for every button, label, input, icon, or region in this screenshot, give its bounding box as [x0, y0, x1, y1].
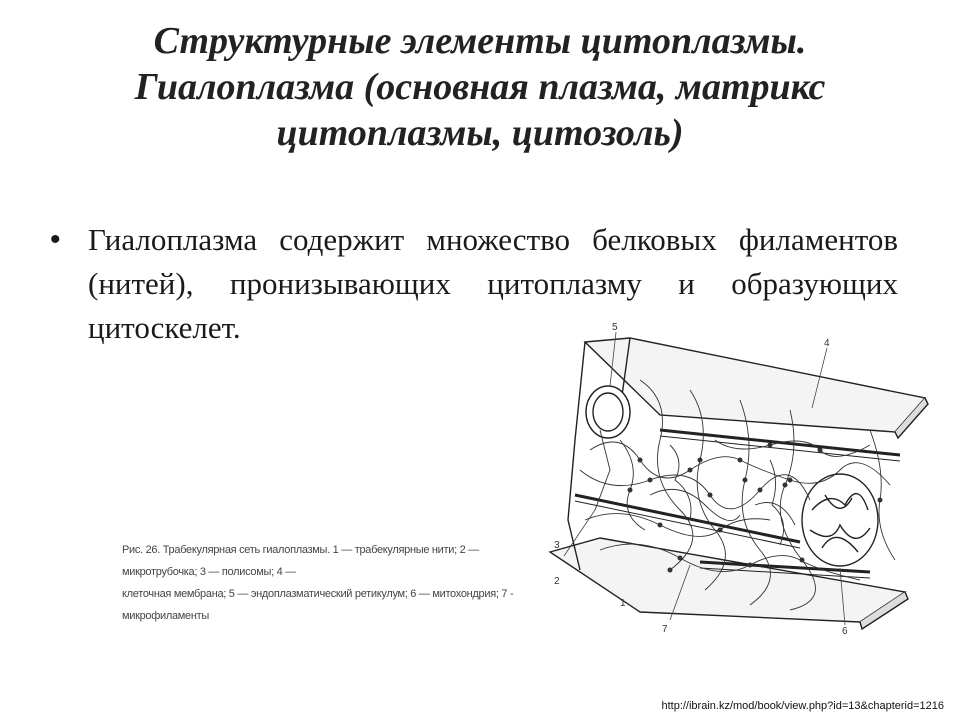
figure-label-3: 3 — [554, 540, 560, 551]
top-membrane-slab — [585, 338, 925, 432]
figure-label-5: 5 — [612, 322, 618, 333]
bullet-text: Гиалоплазма содержит множество белковых филаментов (нитей), пронизывающих цитоплазму и образующих цитоскелет. — [88, 222, 898, 345]
figure-label-6: 6 — [842, 626, 848, 637]
figure-label-4: 4 — [824, 338, 830, 349]
bullet-dot-icon: • — [50, 223, 61, 256]
figure-label-7: 7 — [662, 624, 668, 635]
slide-title — [40, 18, 920, 156]
figure-caption — [122, 539, 522, 627]
figure-label-1: 1 — [620, 598, 626, 609]
title-line-3: цитоплазмы, цитозоль) — [276, 112, 684, 154]
figure-caption-line-1: Рис. 26. Трабекулярная сеть гиалоплазмы. 1 — трабекулярные нити; 2 — микротрубочка; 3 — полисомы; 4 — — [122, 544, 479, 578]
title-line-1: Структурные элементы цитоплазмы. — [153, 20, 807, 62]
cytoskeleton-figure — [540, 320, 945, 660]
mitochondrion — [802, 474, 878, 566]
title-line-2: Гиалоплазма (основная плазма, матрикс — [134, 66, 826, 108]
figure-label-2: 2 — [554, 576, 560, 587]
source-url: http://ibrain.kz/mod/book/view.php?id=13&chapterid=1216 — [661, 700, 944, 712]
figure-caption-line-2: клеточная мембрана; 5 — эндоплазматический ретикулум; 6 — митохондрия; 7 - микрофиламенты — [122, 588, 514, 622]
